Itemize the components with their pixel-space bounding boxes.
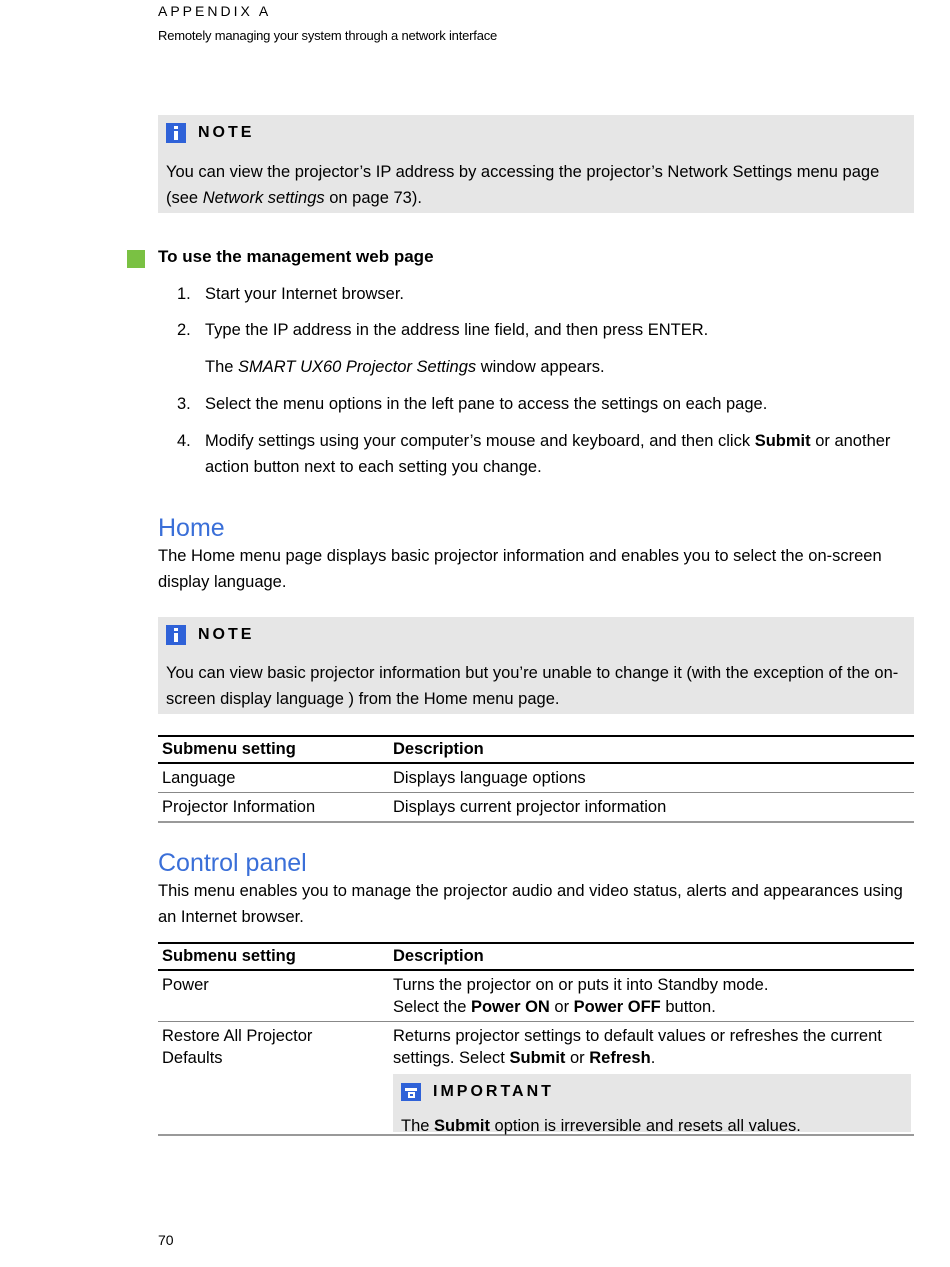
home-submenu-table [158, 735, 914, 823]
table-row [158, 1022, 914, 1136]
step-text: Select the menu options in the left pane to access the settings on each page. [205, 395, 768, 413]
table-cell: Turns the projector on or puts it into Standby mode. Select the Power ON or Power OFF button. [389, 970, 914, 1022]
table-row [158, 970, 914, 1022]
step-number: 3. [177, 395, 191, 413]
table-cell: Returns projector settings to default values or refreshes the current settings. Select Submit or Refresh. IMPORTANT The Submit option is irreversible and resets all values. [389, 1022, 914, 1136]
appendix-label: APPENDIX A [158, 3, 272, 19]
table-cell: Restore All Projector Defaults [158, 1022, 389, 1136]
network-settings-link[interactable]: Network settings [202, 189, 325, 207]
step-number: 4. [177, 432, 191, 450]
table-cell: Displays current projector information [389, 793, 914, 823]
procedure-marker [127, 250, 145, 268]
note-text: You can view basic projector information but you’re unable to change it (with the exception of the on-screen display language ) from the Home menu page. [166, 664, 899, 708]
table-cell: Displays language options [389, 763, 914, 793]
column-header: Description [389, 736, 914, 763]
control-panel-intro: This menu enables you to manage the projector audio and video status, alerts and appearances using an Internet browser. [158, 882, 903, 926]
step-number: 1. [177, 285, 191, 303]
column-header: Description [389, 943, 914, 970]
table-cell: Power [158, 970, 389, 1022]
note-box [158, 115, 914, 213]
note-box [158, 617, 914, 714]
important-text: The Submit option is irreversible and resets all values. [401, 1117, 801, 1135]
step-text: Start your Internet browser. [205, 285, 405, 303]
info-icon [166, 123, 186, 143]
important-title: IMPORTANT [433, 1083, 554, 1100]
control-panel-heading: Control panel [158, 849, 307, 877]
page-number: 70 [158, 1232, 174, 1248]
note-title: NOTE [198, 124, 255, 141]
control-panel-submenu-table [158, 942, 914, 1136]
info-icon [166, 625, 186, 645]
step-text: Type the IP address in the address line field, and then press ENTER. [205, 321, 709, 339]
procedure-title: To use the management web page [158, 247, 434, 266]
chapter-subtitle: Remotely managing your system through a network interface [158, 28, 498, 43]
table-cell: Language [158, 763, 389, 793]
column-header: Submenu setting [158, 736, 389, 763]
pointing-hand-icon [401, 1083, 421, 1101]
column-header: Submenu setting [158, 943, 389, 970]
home-intro: The Home menu page displays basic projector information and enables you to select the on-screen display language. [158, 547, 882, 591]
step-result: The SMART UX60 Projector Settings window appears. [205, 358, 605, 376]
table-row [158, 793, 914, 823]
step-text: Modify settings using your computer’s mouse and keyboard, and then click Submit or another action button next to each setting you change. [205, 432, 891, 476]
table-cell: Projector Information [158, 793, 389, 823]
table-row [158, 763, 914, 793]
note-text: You can view the projector’s IP address by accessing the projector’s Network Settings menu page (see Network settings on page 73). [166, 163, 880, 207]
note-title: NOTE [198, 626, 255, 643]
important-box [393, 1074, 911, 1135]
home-heading: Home [158, 514, 225, 542]
step-number: 2. [177, 321, 191, 339]
